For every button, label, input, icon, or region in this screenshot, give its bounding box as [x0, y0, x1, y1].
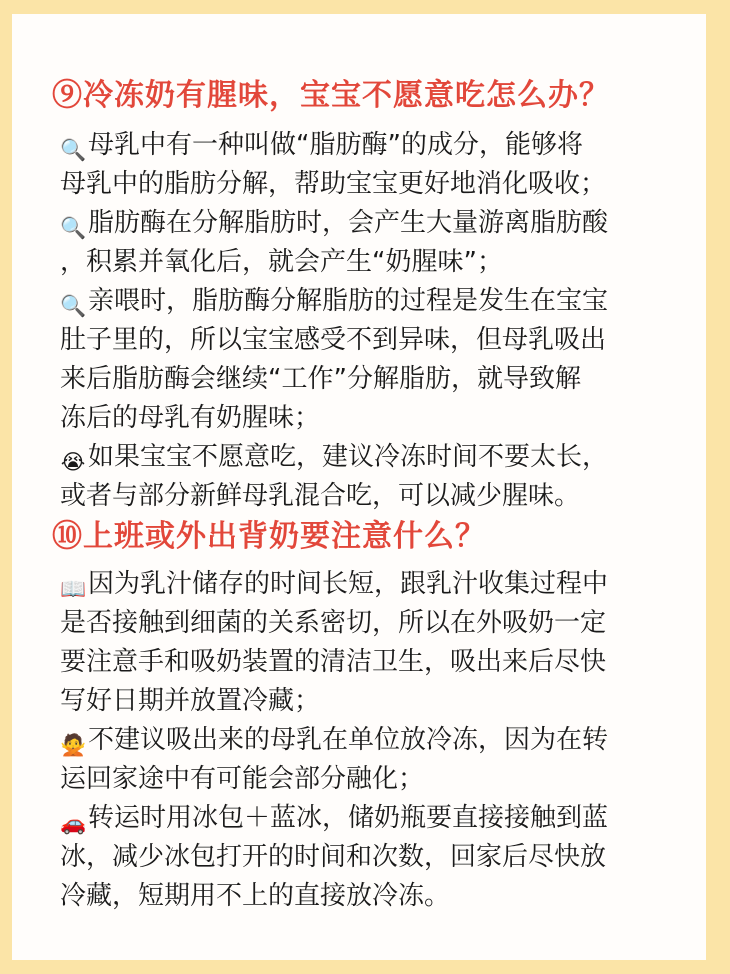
magnifier-icon: 🔍 — [60, 138, 87, 162]
line-text: 转运时用冰包＋蓝冰，储奶瓶要直接接触到蓝 — [88, 803, 609, 833]
line-text: 冻后的母乳有奶腥味； — [60, 403, 321, 433]
line-text: 写好日期并放置冷藏； — [60, 686, 321, 716]
line-text: 母乳中有一种叫做“脂肪酶”的成分，能够将 — [88, 130, 583, 160]
car-icon: 🚗 — [60, 811, 87, 835]
text-line — [60, 477, 700, 516]
section-9-heading: ⑨冷冻奶有腥味，宝宝不愿意吃怎么办？ — [52, 78, 610, 113]
text-line — [60, 799, 700, 838]
text-line — [60, 243, 700, 282]
section-10-heading: ⑩上班或外出背奶要注意什么？ — [52, 519, 486, 554]
text-line — [60, 877, 700, 916]
line-text: 肚子里的，所以宝宝感受不到异味，但母乳吸出 — [60, 325, 607, 355]
line-text: 来后脂肪酶会继续“工作”分解脂肪，就导致解 — [60, 364, 581, 394]
text-line — [60, 682, 700, 721]
line-text: 要注意手和吸奶装置的清洁卫生，吸出来后尽快 — [60, 647, 607, 677]
magnifier-icon: 🔍 — [60, 294, 87, 318]
text-line — [60, 360, 700, 399]
line-text: 不建议吸出来的母乳在单位放冷冻，因为在转 — [88, 725, 609, 755]
text-line — [60, 604, 700, 643]
magnifier-icon: 🔍 — [60, 216, 87, 240]
text-line — [60, 438, 700, 477]
line-text: 冰，减少冰包打开的时间和次数，回家后尽快放 — [60, 842, 607, 872]
line-text: 是否接触到细菌的关系密切，所以在外吸奶一定 — [60, 608, 607, 638]
text-line — [60, 565, 700, 604]
text-line — [60, 760, 700, 799]
line-text: 亲喂时，脂肪酶分解脂肪的过程是发生在宝宝 — [88, 286, 609, 316]
line-text: 运回家途中有可能会部分融化； — [60, 764, 425, 794]
line-text: 冷藏，短期用不上的直接放冷冻。 — [60, 881, 451, 911]
text-line — [60, 165, 700, 204]
line-text: 母乳中的脂肪分解，帮助宝宝更好地消化吸收； — [60, 169, 607, 199]
text-line — [60, 838, 700, 877]
crying-face-icon: 😭 — [60, 450, 86, 474]
line-text: 因为乳汁储存的时间长短，跟乳汁收集过程中 — [88, 569, 609, 599]
section-10-body — [60, 565, 700, 916]
text-line — [60, 643, 700, 682]
text-line — [60, 204, 700, 243]
line-text: 脂肪酶在分解脂肪时，会产生大量游离脂肪酸 — [88, 208, 609, 238]
text-line — [60, 126, 700, 165]
no-gesture-icon: 🙅 — [60, 733, 87, 757]
line-text: ，积累并氧化后，就会产生“奶腥味”； — [60, 247, 503, 277]
text-line — [60, 399, 700, 438]
text-line — [60, 721, 700, 760]
section-9-body — [60, 126, 700, 516]
open-book-icon: 📖 — [60, 577, 87, 601]
line-text: 或者与部分新鲜母乳混合吃，可以减少腥味。 — [60, 481, 581, 511]
text-line — [60, 321, 700, 360]
line-text: 如果宝宝不愿意吃，建议冷冻时间不要太长， — [88, 442, 609, 472]
text-line — [60, 282, 700, 321]
